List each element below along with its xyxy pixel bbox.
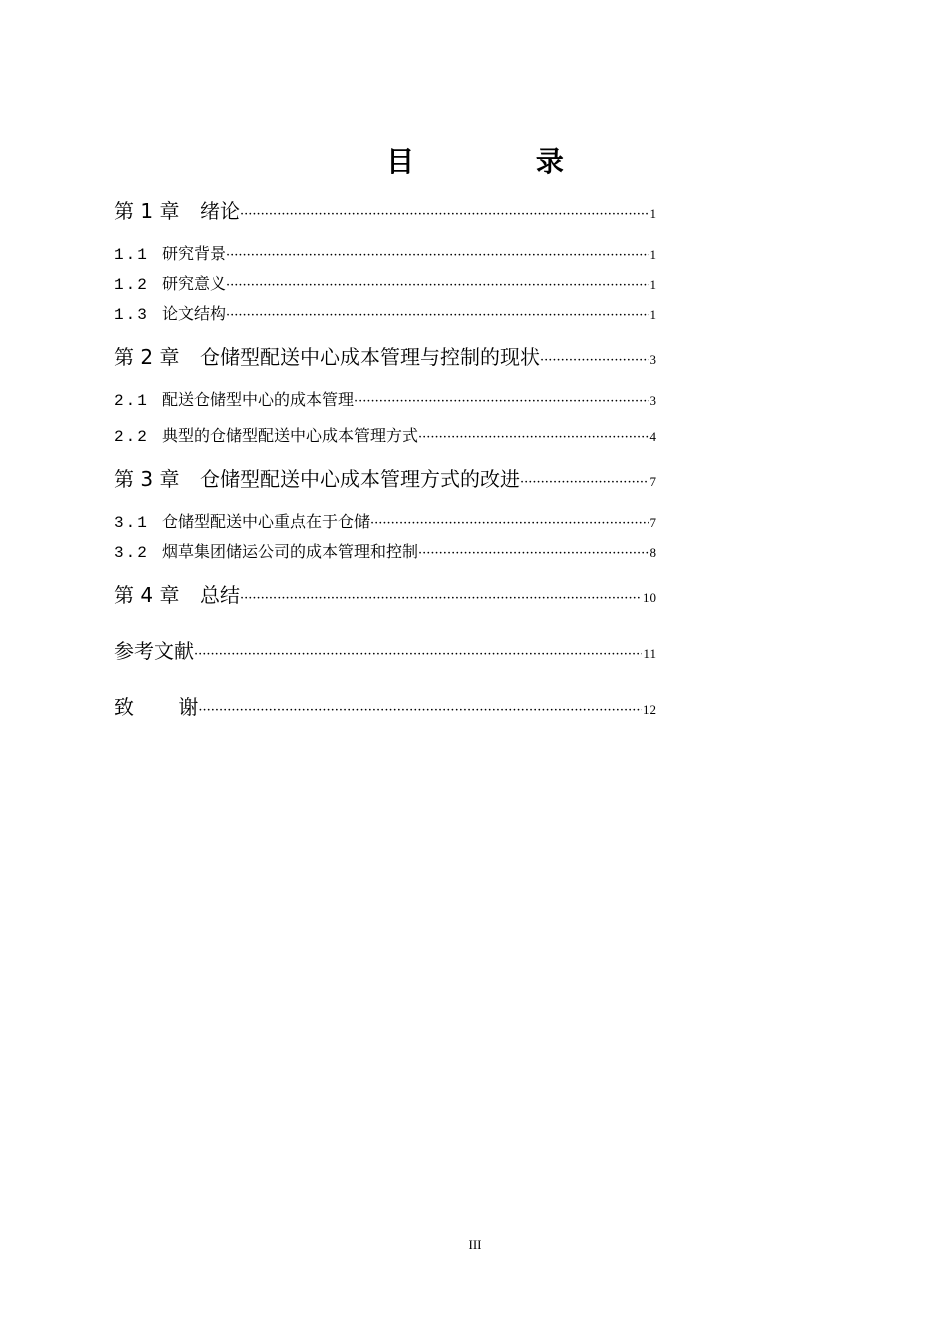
chapter-title: 仓储型配送中心成本管理与控制的现状 <box>200 345 540 369</box>
section-title: 配送仓储型中心的成本管理 <box>162 390 355 409</box>
chapter-title: 绪论 <box>200 199 240 223</box>
leader-dots <box>540 353 649 368</box>
toc-entry-label <box>114 539 418 562</box>
toc-entry-label <box>114 301 226 324</box>
section-title: 论文结构 <box>162 304 227 323</box>
toc-chapter-2[interactable] <box>114 341 656 370</box>
toc-entry-label <box>114 271 226 294</box>
toc-section-3-2[interactable] <box>114 539 656 562</box>
toc-chapter-1[interactable] <box>114 195 656 224</box>
toc-entry-label <box>114 509 370 532</box>
section-title: 典型的仓储型配送中心成本管理方式 <box>162 426 419 445</box>
section-title: 烟草集团储运公司的成本管理和控制 <box>162 542 419 561</box>
toc-section-3-1[interactable] <box>114 509 656 532</box>
acknowledgements-title: 致 谢 <box>114 695 199 719</box>
page-number: 8 <box>649 545 656 560</box>
section-number: 3.1 <box>114 514 149 532</box>
toc-section-1-1[interactable] <box>114 241 656 264</box>
leader-dots <box>520 475 649 490</box>
chapter-number: 第 1 章 <box>114 199 180 223</box>
leader-dots <box>226 278 648 293</box>
leader-dots <box>370 516 648 531</box>
page-number: 10 <box>643 590 656 605</box>
chapter-number: 第 3 章 <box>114 467 180 491</box>
section-title: 仓储型配送中心重点在于仓储 <box>162 512 371 531</box>
page-number: 12 <box>643 702 656 717</box>
toc-chapter-3[interactable] <box>114 463 656 492</box>
page-number: 3 <box>649 352 656 367</box>
toc-section-1-2[interactable] <box>114 271 656 294</box>
toc-entry-label <box>114 423 418 446</box>
page-footer-number: III <box>468 1237 482 1252</box>
toc-entry-label <box>114 579 240 608</box>
toc-entry-label <box>114 341 540 370</box>
toc-section-1-3[interactable] <box>114 301 656 324</box>
section-title: 研究背景 <box>162 244 227 263</box>
toc-section-2-2[interactable] <box>114 423 656 446</box>
leader-dots <box>226 308 648 323</box>
chapter-title: 总结 <box>200 583 240 607</box>
page-number: 4 <box>649 429 656 444</box>
section-number: 1.1 <box>114 246 149 264</box>
section-number: 3.2 <box>114 544 149 562</box>
leader-dots <box>418 546 648 561</box>
toc-entry-label <box>114 387 354 410</box>
leader-dots <box>240 591 642 606</box>
section-number: 2.2 <box>114 428 149 446</box>
references-title: 参考文献 <box>114 639 194 663</box>
toc-title: 目 录 <box>386 145 620 178</box>
section-number: 2.1 <box>114 392 149 410</box>
section-number: 1.3 <box>114 306 149 324</box>
leader-dots <box>354 394 648 409</box>
leader-dots <box>198 703 642 718</box>
page-number: 1 <box>649 307 656 322</box>
toc-entry-label <box>114 241 226 264</box>
toc-acknowledgements[interactable] <box>114 691 656 720</box>
chapter-title: 仓储型配送中心成本管理方式的改进 <box>200 467 520 491</box>
leader-dots <box>226 248 648 263</box>
leader-dots <box>418 430 648 445</box>
chapter-number: 第 2 章 <box>114 345 180 369</box>
page-number: 1 <box>649 206 656 221</box>
section-number: 1.2 <box>114 276 149 294</box>
page-number: 7 <box>649 474 656 489</box>
section-title: 研究意义 <box>162 274 227 293</box>
page-number: 1 <box>649 247 656 262</box>
toc-references[interactable] <box>114 635 656 664</box>
toc-entry-label <box>114 463 520 492</box>
page-number: 11 <box>643 646 656 661</box>
toc-section-2-1[interactable] <box>114 387 656 410</box>
chapter-number: 第 4 章 <box>114 583 180 607</box>
toc-entry-label <box>114 195 240 224</box>
leader-dots <box>194 647 642 662</box>
leader-dots <box>240 207 649 222</box>
toc-chapter-4[interactable] <box>114 579 656 608</box>
page-number: 7 <box>649 515 656 530</box>
page-number: 3 <box>649 393 656 408</box>
page-number: 1 <box>649 277 656 292</box>
